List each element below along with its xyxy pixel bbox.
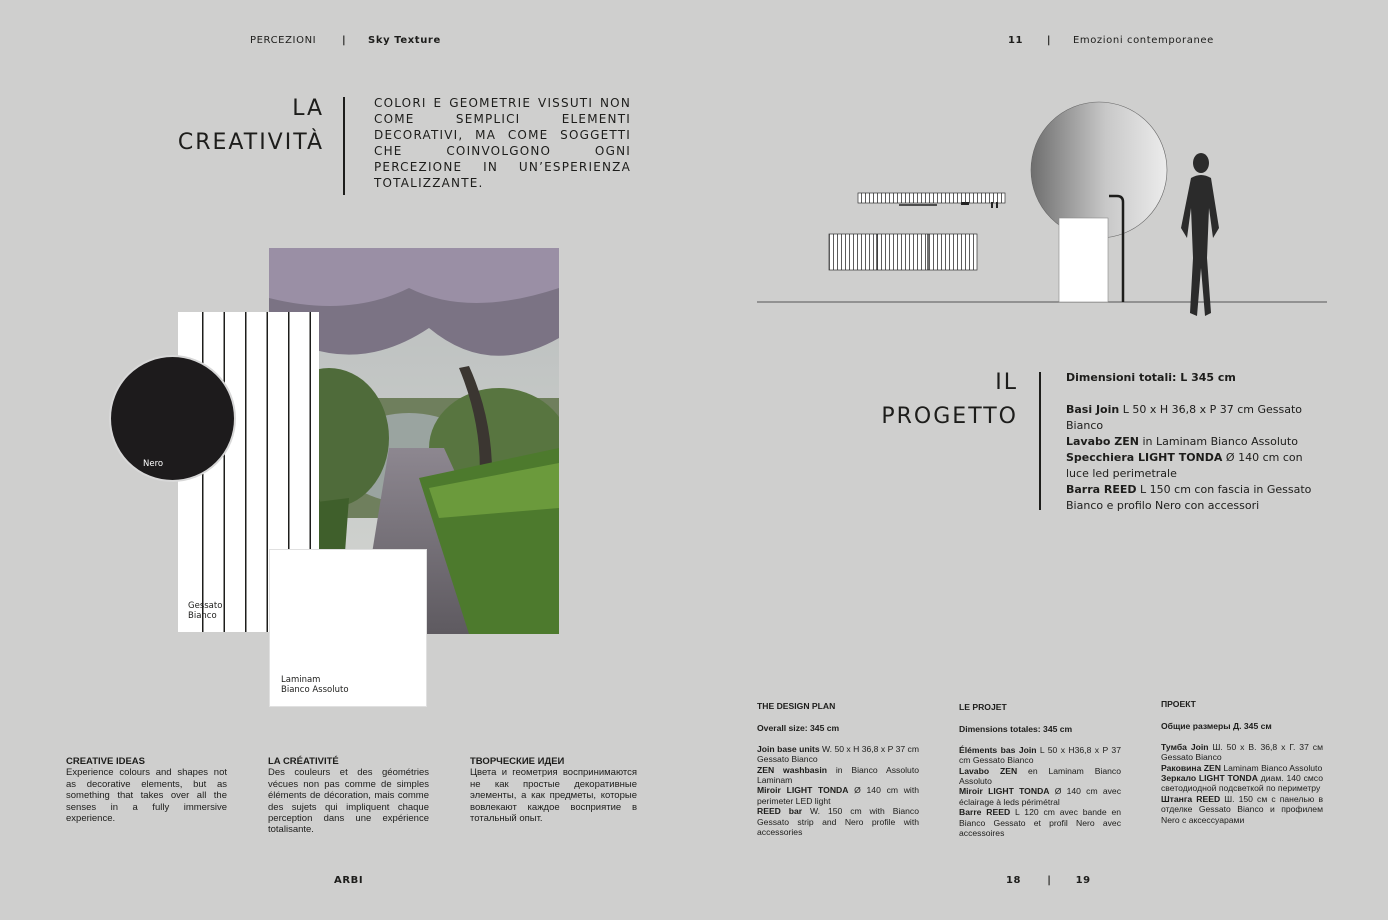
column-item	[959, 745, 1121, 766]
column-item	[757, 765, 919, 786]
design-drawing-svg	[757, 98, 1327, 323]
text-creative-ideas	[66, 756, 227, 824]
left-header	[250, 35, 441, 46]
column-item-name: Штанга REED	[1161, 793, 1221, 804]
footer-separator: |	[1047, 875, 1052, 886]
text-russian	[470, 756, 637, 824]
left-lead-text: COLORI E GEOMETRIE VISSUTI NON COME SEMPLICI ELEMENTI DECORATIVI, MA COME SOGGETTI CHE COINVOLGONO OGNI PERCEZIONE IN UN’ESPERIENZA TOTALIZZANTE.	[374, 96, 631, 190]
right-title-line2: PROGETTO	[881, 404, 1018, 429]
swatch-gessato-label-line1: Gessato	[188, 601, 223, 611]
right-header	[1008, 35, 1214, 46]
column-item-desc: Ø 140 cm avec éclairage à leds périmétral	[959, 786, 1121, 807]
swatch-gessato-label-line2: Bianco	[188, 611, 217, 621]
spec-item	[1066, 402, 1318, 434]
footer-page-left: 18	[1006, 875, 1022, 886]
text-creative-ideas-heading: CREATIVE IDEAS	[66, 756, 146, 767]
column-item-name: ZEN washbasin	[757, 764, 827, 775]
header-section: PERCEZIONI	[250, 35, 317, 46]
text-russian-body: Цвета и геометрия воспринимаются не как простые декоративные элементы, а как предметы, которые вовлекают каждое восприятие в тотальный опыт.	[470, 767, 637, 825]
spec-item-desc: L 50 x H 36,8 x P 37 cm Gessato Bianco	[1066, 403, 1303, 432]
column-item	[757, 785, 919, 806]
column-overall: Dimensions totales: 345 cm	[959, 724, 1073, 735]
column-item-name: Éléments bas Join	[959, 744, 1037, 755]
spec-item	[1066, 482, 1318, 514]
right-title-divider	[1039, 372, 1041, 510]
header-collection: Sky Texture	[368, 35, 441, 46]
spec-item-desc: L 150 cm con fascia in Gessato Bianco e profilo Nero con accessori	[1066, 483, 1312, 512]
swatch-laminam	[269, 549, 427, 707]
column-item-name: Раковина ZEN	[1161, 762, 1221, 773]
left-footer: ARBI	[334, 875, 364, 886]
column-item-name: REED bar	[757, 806, 803, 817]
spec-block	[1066, 370, 1318, 514]
header-separator: |	[341, 35, 347, 46]
column-english	[757, 701, 919, 837]
column-item	[959, 766, 1121, 787]
text-la-creativite-heading: LA CRÉATIVITÉ	[268, 756, 339, 767]
column-heading: THE DESIGN PLAN	[757, 701, 836, 711]
column-item-desc: W. 150 cm with Bianco Gessato strip and Nero profile with accessories	[757, 806, 919, 838]
column-overall: Общие размеры Д. 345 см	[1161, 721, 1272, 732]
right-footer	[1006, 875, 1091, 886]
column-item-name: Join base units	[757, 743, 820, 754]
column-item	[1161, 742, 1323, 763]
column-item	[1161, 794, 1323, 825]
spec-item-desc: Ø 140 cm con luce led perimetrale	[1066, 451, 1303, 480]
column-item-name: Lavabo ZEN	[959, 765, 1018, 776]
spec-item	[1066, 434, 1318, 450]
swatch-laminam-label-line2: Bianco Assoluto	[281, 685, 349, 695]
column-item	[1161, 773, 1323, 794]
swatch-laminam-label	[281, 675, 349, 695]
right-title	[881, 366, 1018, 434]
spec-overall: Dimensioni totali: L 345 cm	[1066, 371, 1236, 384]
column-heading: LE PROJET	[959, 702, 1007, 712]
left-title	[178, 92, 324, 160]
header-page-number: 11	[1008, 35, 1024, 46]
column-item-name: Miroir LIGHT TONDA	[959, 786, 1050, 797]
column-item-name: Тумба Join	[1161, 741, 1209, 752]
spec-item	[1066, 450, 1318, 482]
column-item-desc: en Laminam Bianco Assoluto	[959, 765, 1122, 787]
text-creative-ideas-body: Experience colours and shapes not as decorative elements, but as something that takes over all the senses in a fully immersive experience.	[66, 767, 227, 825]
column-item-desc: Ø 140 cm with perimeter LED light	[757, 785, 920, 806]
column-item-desc: Ш. 150 см с панелью в отделке Gessato Bianco и профилем Nero с аксессуарами	[1161, 793, 1324, 825]
swatch-laminam-label-line1: Laminam	[281, 675, 321, 685]
spec-item-name: Barra REED	[1066, 483, 1137, 496]
column-item	[1161, 763, 1323, 773]
column-item	[757, 806, 919, 837]
column-item-desc: Laminam Bianco Assoluto	[1220, 762, 1323, 773]
column-item-desc: Ш. 50 x В. 36,8 x Г. 37 см Gessato Bianco	[1161, 741, 1323, 763]
column-item-name: Barre REED	[959, 807, 1011, 818]
spec-item-desc: in Laminam Bianco Assoluto	[1138, 435, 1298, 448]
column-heading: ПРОЕКТ	[1161, 699, 1196, 709]
column-item	[959, 786, 1121, 807]
design-drawing	[757, 98, 1327, 323]
column-item-name: Miroir LIGHT TONDA	[757, 785, 849, 796]
left-title-line2: CREATIVITÀ	[177, 130, 324, 155]
header-separator-right: |	[1046, 35, 1052, 46]
column-item	[757, 744, 919, 765]
text-la-creativite-body: Des couleurs et des géométries vécues non pas comme de simples éléments de décoration, mais comme des sujets qui impliquent chaque perception dans une expérience totalisante.	[268, 767, 429, 836]
column-item-desc: диам. 140 смсо светодиодной подсветкой по периметру	[1161, 773, 1323, 794]
column-item-desc: L 120 cm avec bande en Bianco Gessato et profil Nero avec accessoires	[959, 807, 1121, 839]
left-title-divider	[343, 97, 345, 195]
spec-item-name: Lavabo ZEN	[1066, 435, 1139, 448]
column-item	[959, 807, 1121, 838]
header-right-title: Emozioni contemporanee	[1072, 35, 1214, 46]
spec-item-name: Specchiera LIGHT TONDA	[1066, 451, 1223, 464]
column-item-name: Зеркало LIGHT TONDA	[1161, 773, 1258, 784]
swatch-nero	[109, 355, 236, 482]
text-russian-heading: ТВОРЧЕСКИЕ ИДЕИ	[470, 756, 565, 767]
footer-page-right: 19	[1075, 875, 1091, 886]
swatch-gessato-label	[188, 601, 222, 621]
column-overall: Overall size: 345 cm	[757, 723, 840, 734]
right-title-line1: IL	[995, 370, 1018, 395]
swatch-nero-label: Nero	[143, 459, 164, 469]
column-item-desc: in Bianco Assoluto Laminam	[757, 764, 919, 786]
column-russian	[1161, 699, 1323, 825]
column-item-desc: W. 50 x H 36,8 x P 37 cm Gessato Bianco	[757, 743, 919, 765]
column-french	[959, 702, 1121, 838]
spec-item-name: Basi Join	[1066, 403, 1120, 416]
column-item-desc: L 50 x H36,8 x P 37 cm Gessato Bianco	[959, 744, 1121, 766]
text-la-creativite	[268, 756, 429, 836]
left-title-line1: LA	[292, 96, 324, 121]
